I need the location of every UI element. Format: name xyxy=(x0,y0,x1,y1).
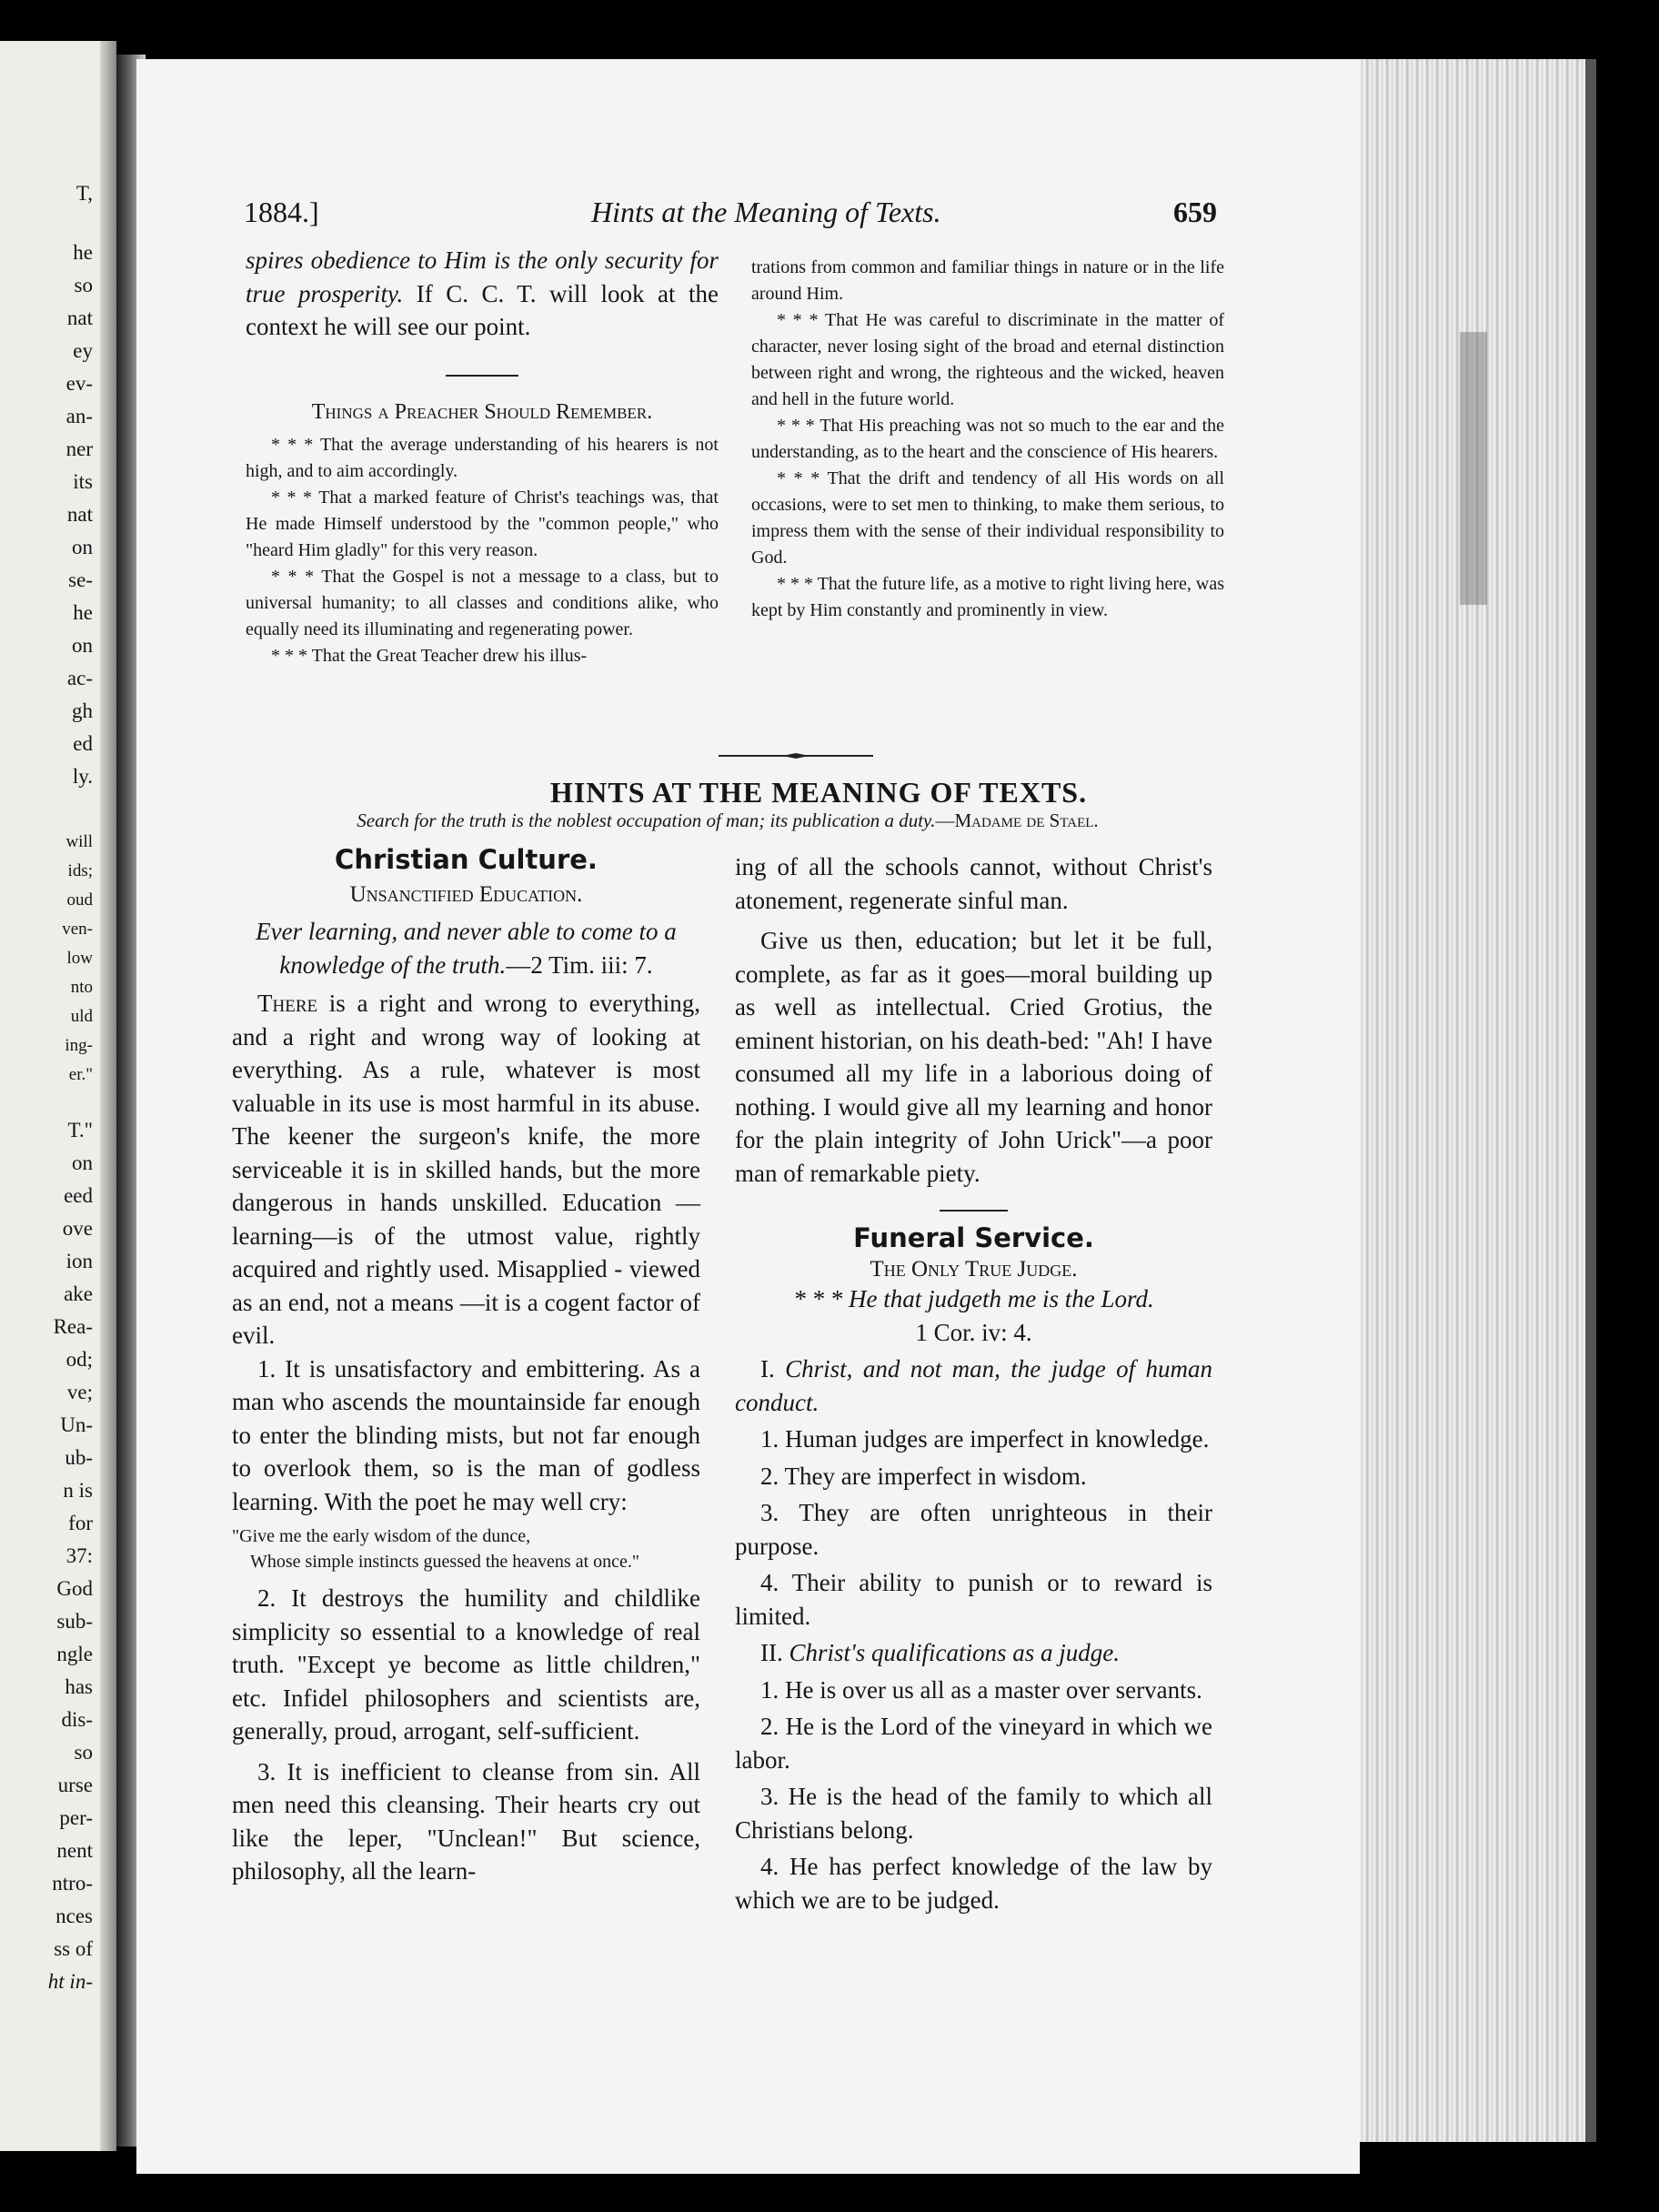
previous-page-fragment: per- xyxy=(59,1806,93,1829)
scripture-quote: * * * He that judgeth me is the Lord. xyxy=(793,1285,1154,1312)
outline-item xyxy=(735,1566,1212,1633)
poem-line: Whose simple instincts guessed the heavens at once." xyxy=(250,1552,640,1572)
page-number: 659 xyxy=(1173,196,1217,228)
previous-page-fragment: nat xyxy=(66,307,93,329)
top-right-column xyxy=(751,255,1224,624)
outline-item xyxy=(735,1674,1212,1707)
outline-numeral: I. xyxy=(760,1355,786,1382)
remember-item: * * * That a marked feature of Christ's teachings was, that He made Himself understood by the "common people," who "heard Him gladly" for this very reason. xyxy=(246,487,719,560)
continuation-tail: If C. C. T. will look at the context he will see our point. xyxy=(246,279,719,340)
body-paragraph: ing of all the schools cannot, without Christ's atonement, regenerate sinful man. xyxy=(735,853,1212,914)
remember-item: * * * That He was careful to discriminate in the matter of character, never losing sight of the broad and eternal distinction between right and wrong, the righteous and the wicked, heaven and hell in the future world. xyxy=(751,310,1224,409)
ornamental-rule xyxy=(719,753,873,759)
outline-text: 2. He is the Lord of the vineyard in which we labor. xyxy=(735,1713,1212,1774)
scripture-reference: 1 Cor. iv: 4. xyxy=(915,1318,1032,1346)
outline-heading xyxy=(735,1352,1212,1419)
previous-page-fragment: ac- xyxy=(66,667,93,689)
outline-item xyxy=(735,1496,1212,1563)
previous-page-fragment: its xyxy=(73,470,93,493)
previous-page-fragment: er." xyxy=(68,1065,93,1084)
section-title: HINTS AT THE MEANING OF TEXTS. xyxy=(549,776,1088,809)
remember-item: * * * That the Gospel is not a message to a class, but to universal humanity; to all classes and conditions alike, who equally need its illuminating and regenerating power. xyxy=(246,566,719,639)
scripture-text xyxy=(232,915,700,981)
outline-item xyxy=(735,1423,1212,1456)
previous-page-fragment: ner xyxy=(65,437,93,460)
outline-text: Christ, and not man, the judge of human conduct. xyxy=(735,1355,1212,1416)
previous-page-fragment: ss of xyxy=(54,1937,93,1960)
previous-page-fragment: an- xyxy=(65,405,93,427)
previous-page-fragment: ey xyxy=(73,339,93,362)
previous-page-fragment: T, xyxy=(75,182,93,205)
outline-text: 3. He is the head of the family to which all Christians belong. xyxy=(735,1783,1212,1844)
previous-page-fragment: ev- xyxy=(65,372,93,395)
previous-page-fragment: will xyxy=(65,832,93,851)
page-edge-shadow xyxy=(100,41,116,2151)
previous-page-fragment: ion xyxy=(65,1250,93,1272)
remember-item: * * * That His preaching was not so much to the ear and the understanding, as to the heart and the conscience of His hearers. xyxy=(751,416,1224,462)
previous-page-fragment: T." xyxy=(67,1119,93,1141)
main-left-column xyxy=(232,844,700,1888)
previous-page-fragment: God xyxy=(56,1577,93,1600)
body-paragraph: Give us then, education; but let it be full, complete, as far as it goes—moral building up as well as intellectual. Cried Grotius, the eminent historian, on his death-bed: "Ah! I have consumed all my life in a laborious doing of nothing. I would give all my learning and honor for the plain integrity of John Urick"—a poor man of remarkable piety. xyxy=(735,927,1212,1187)
previous-page-fragment: for xyxy=(68,1512,93,1534)
previous-page-fragment: ing- xyxy=(65,1036,93,1055)
poem-line: "Give me the early wisdom of the dunce, xyxy=(232,1526,531,1546)
epigraph-author: —Madame de Stael. xyxy=(935,809,1099,831)
running-title: Hints at the Meaning of Texts. xyxy=(591,196,941,228)
outline-text: 1. Human judges are imperfect in knowledge. xyxy=(760,1425,1210,1453)
previous-page-fragment: ntro- xyxy=(52,1872,93,1895)
remember-item: trations from common and familiar things in nature or in the life around Him. xyxy=(751,257,1224,304)
continuation-paragraph xyxy=(246,244,719,344)
previous-page-fragment: Un- xyxy=(60,1413,93,1436)
christian-culture-heading: Christian Culture. xyxy=(335,844,598,875)
outline-item xyxy=(735,1460,1212,1493)
body-paragraph xyxy=(232,987,700,1352)
previous-page-fragment: sub- xyxy=(56,1610,93,1633)
previous-page-fragment: nent xyxy=(56,1839,93,1862)
body-paragraph: 2. It destroys the humility and childlike simplicity so essential to a knowledge of real truth. "Except ye become as little children," etc. Infidel philosophers and scientists are, generally, proud, arrogant, self-sufficient. xyxy=(232,1584,700,1744)
body-paragraph: 1. It is unsatisfactory and embittering. As a man who ascends the mountainside far enough to enter the blinding mists, but not far enough to overlook them, so is the man of godless learning. With the poet he may well cry: xyxy=(232,1354,700,1515)
paragraph-text: is a right and wrong to everything, and a right and wrong way of looking at everything. As a rule, whatever is most valuable in its use is most harmful in its abuse. The keener the surgeon's knife, the more serviceable it is in skilled hands, but the more dangerous in hands unskilled. Education —learning—is of the utmost value, rightly acquired and rightly used. Misapplied - viewed as an end, not a means —it is a cogent factor of evil. xyxy=(232,990,700,1349)
previous-page-fragment: ed xyxy=(73,732,93,755)
previous-page-fragment: urse xyxy=(57,1774,93,1796)
outline-item xyxy=(735,1710,1212,1776)
scripture-quote: Ever learning, and never able to come to a knowledge of the truth. xyxy=(256,918,677,979)
previous-page-fragment: ngle xyxy=(56,1643,93,1665)
previous-page-fragment: eed xyxy=(64,1184,93,1207)
previous-page-fragment: so xyxy=(74,274,93,297)
outline-item xyxy=(735,1850,1212,1916)
previous-page-fragment: se- xyxy=(68,568,93,591)
outline-text: 4. He has perfect knowledge of the law by which we are to be judged. xyxy=(735,1853,1212,1914)
previous-page-fragment: ven- xyxy=(62,920,93,939)
page-stack-edge xyxy=(1585,59,1596,2142)
previous-page-fragment: 37: xyxy=(65,1544,93,1567)
previous-page-fragment: nto xyxy=(70,978,93,997)
previous-page xyxy=(0,41,116,2151)
previous-page-fragment: nat xyxy=(66,503,93,526)
previous-page-fragment: uld xyxy=(70,1007,93,1026)
sermon-outline xyxy=(735,1352,1212,1916)
previous-page-fragment: he xyxy=(73,241,93,264)
outline-text: 2. They are imperfect in wisdom. xyxy=(760,1462,1087,1490)
previous-page-fragment: on xyxy=(72,634,93,657)
top-left-column xyxy=(246,244,719,669)
body-paragraph: 3. It is inefficient to cleanse from sin. All men need this cleansing. Their hearts cry out like the leper, "Unclean!" But science, philosophy, all the learn- xyxy=(232,1757,700,1885)
outline-text: 4. Their ability to punish or to reward is limited. xyxy=(735,1569,1212,1630)
outline-text: 1. He is over us all as a master over servants. xyxy=(760,1675,1202,1704)
only-true-judge-heading: The Only True Judge. xyxy=(870,1257,1078,1282)
outline-text: Christ's qualifications as a judge. xyxy=(789,1639,1121,1666)
previous-page-fragment: od; xyxy=(65,1348,93,1371)
previous-page-fragment: dis- xyxy=(61,1708,93,1731)
remember-item: * * * That the future life, as a motive to right living here, was kept by Him constantly and prominently in view. xyxy=(751,574,1224,620)
outline-heading xyxy=(735,1636,1212,1670)
previous-page-fragment: he xyxy=(73,601,93,624)
previous-page-fragment: ub- xyxy=(65,1446,93,1469)
previous-page-fragment: gh xyxy=(72,699,93,722)
short-rule xyxy=(940,1210,1008,1212)
previous-page-fragment: ake xyxy=(64,1282,93,1305)
previous-page-fragment: so xyxy=(74,1741,93,1764)
outline-item xyxy=(735,1780,1212,1846)
funeral-service-heading: Funeral Service. xyxy=(853,1222,1094,1253)
previous-page-fragment: ht in- xyxy=(47,1970,93,1993)
previous-page-fragment: ids; xyxy=(67,861,93,880)
previous-page-fragment: on xyxy=(72,1151,93,1174)
previous-page-fragment: on xyxy=(72,536,93,558)
unsanctified-education-heading: Unsanctified Education. xyxy=(349,882,583,907)
previous-page-fragment: ve; xyxy=(66,1381,93,1403)
remember-item: * * * That the average understanding of his hearers is not high, and to aim accordingly. xyxy=(246,434,719,481)
previous-page-fragment: oud xyxy=(66,890,93,910)
page-stack-shade xyxy=(1460,332,1487,605)
previous-page-fragment: has xyxy=(65,1675,93,1698)
remember-item: * * * That the drift and tendency of all His words on all occasions, were to set men to thinking, to make them serious, to impress them with the sense of their individual responsibility to God. xyxy=(751,468,1224,568)
outline-numeral: II. xyxy=(760,1639,789,1666)
header-year: 1884.] xyxy=(244,196,319,228)
outline-text: 3. They are often unrighteous in their purpose. xyxy=(735,1499,1212,1560)
previous-page-fragment: Rea- xyxy=(53,1315,93,1338)
text-block-edge xyxy=(1360,59,1596,2142)
previous-page-fragment: n is xyxy=(63,1479,93,1502)
previous-page-fragment: nces xyxy=(55,1905,93,1927)
previous-page-fragment: ove xyxy=(62,1217,93,1240)
scripture-reference: —2 Tim. iii: 7. xyxy=(506,950,653,979)
section-epigraph xyxy=(255,809,1201,832)
drop-word: There xyxy=(257,990,318,1017)
remember-item: * * * That the Great Teacher drew his illus- xyxy=(271,645,588,666)
epigraph-text: Search for the truth is the noblest occupation of man; its publication a duty. xyxy=(357,809,936,831)
continuation-italic: spires obedience to Him is the only security for true prosperity. xyxy=(246,246,719,307)
previous-page-fragment: ly. xyxy=(72,765,93,788)
remember-heading: Things a Preacher Should Remember. xyxy=(311,399,653,424)
short-rule xyxy=(446,375,518,377)
previous-page-fragment: low xyxy=(66,949,93,968)
main-right-column xyxy=(735,850,1212,1916)
